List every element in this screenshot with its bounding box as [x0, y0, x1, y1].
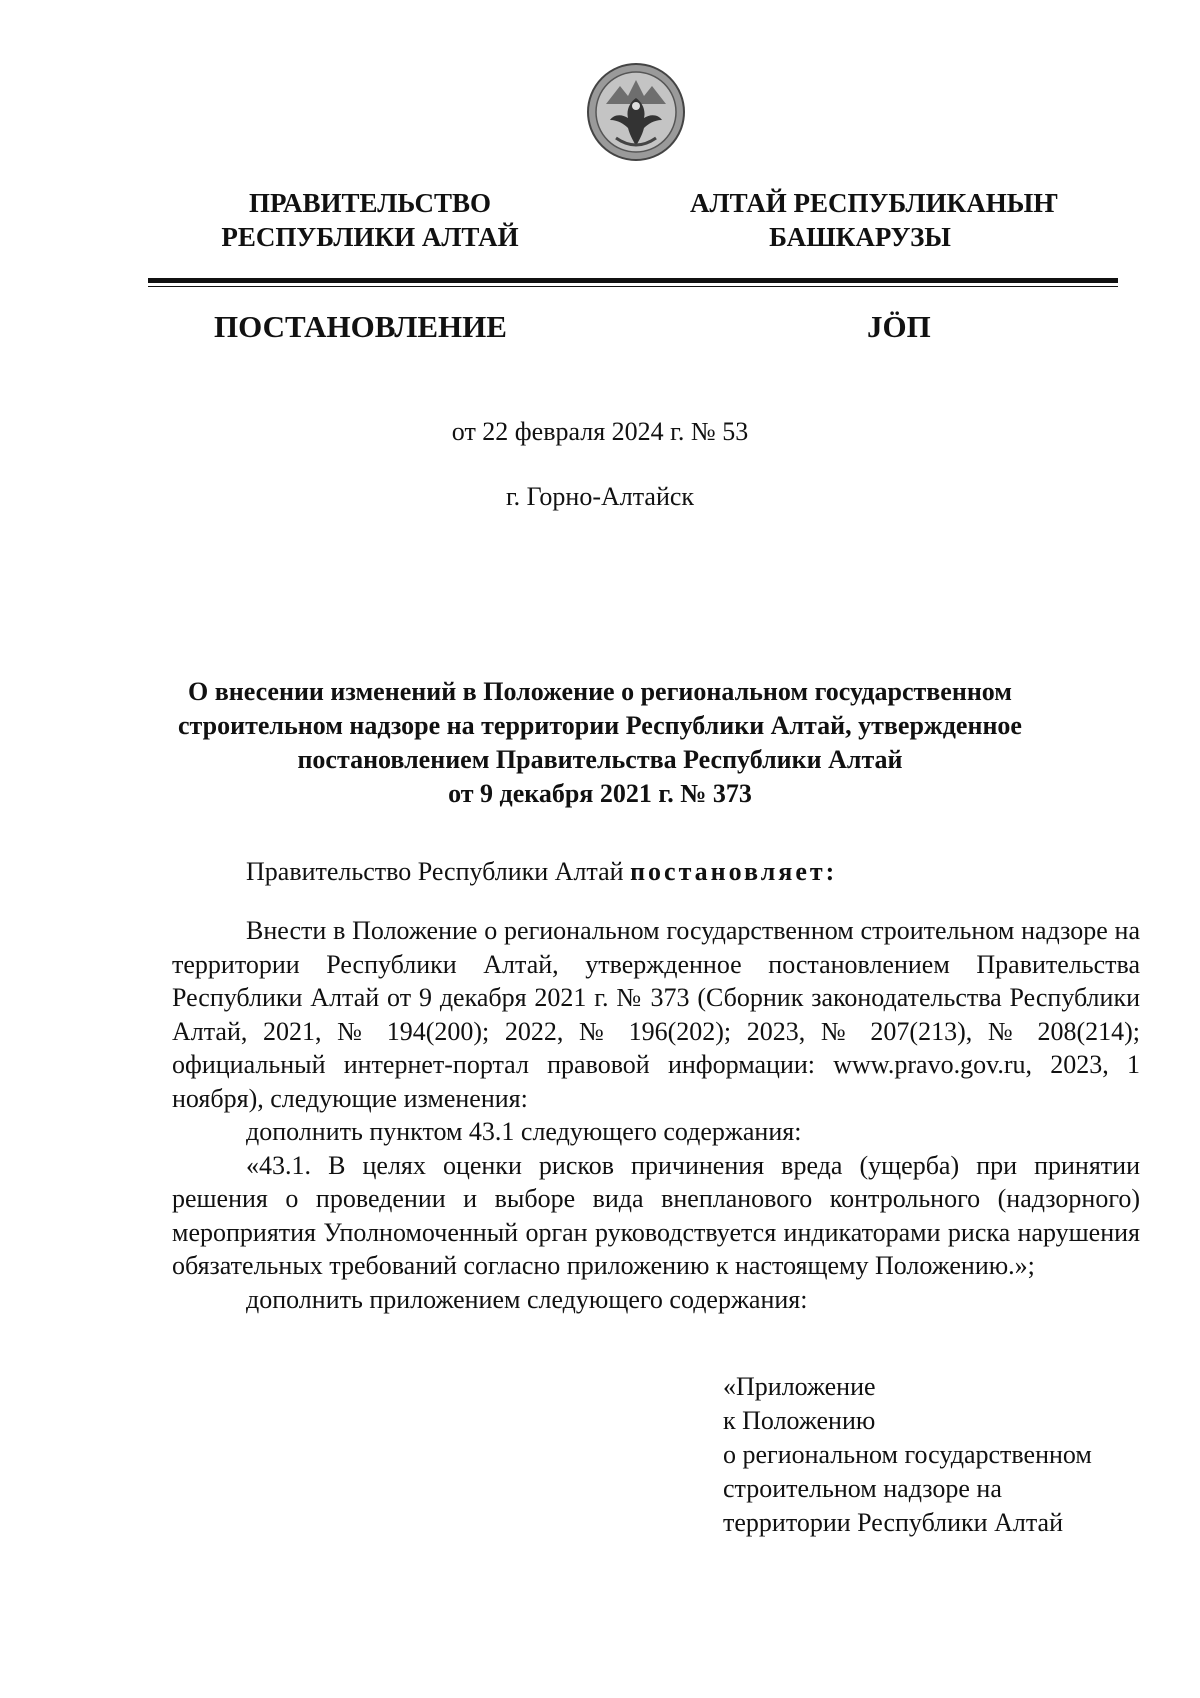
- appendix-line4: строительном надзоре на: [723, 1474, 1002, 1503]
- appendix-line1: «Приложение: [723, 1372, 876, 1401]
- title-line1: О внесении изменений в Положение о региональном государственном: [187, 677, 1013, 706]
- body-paragraph-3: «43.1. В целях оценки рисков причинения вреда (ущерба) при принятии решения о проведении и выборе вида внепланового контрольного (надзорного) мероприятия Уполномоченный орган руководствуется индикаторами риска нарушения обязательных требований согласно приложению к настоящему Положению.»;: [172, 1150, 1140, 1280]
- header-left-line1: ПРАВИТЕЛЬСТВО: [248, 188, 492, 218]
- coat-of-arms-emblem: [586, 62, 686, 162]
- document-city: г. Горно-Алтайск: [505, 482, 695, 511]
- doctype-russian: ПОСТАНОВЛЕНИЕ: [214, 309, 507, 344]
- title-line3: постановлением Правительства Республики Алтай: [297, 745, 903, 774]
- document-date-number: от 22 февраля 2024 г. № 53: [451, 417, 749, 446]
- intro-emphasis: постановляет:: [630, 857, 838, 886]
- appendix-line5: территории Республики Алтай: [723, 1508, 1063, 1537]
- body-paragraph-4: дополнить приложением следующего содержания:: [246, 1284, 808, 1314]
- header-right-line2: БАШКАРУЗЫ: [769, 222, 951, 252]
- header-rule-thin: [148, 286, 1118, 287]
- government-name-russian: [200, 186, 540, 254]
- title-line2: строительном надзоре на территории Республики Алтай, утвержденное: [178, 711, 1022, 740]
- appendix-line2: к Положению: [723, 1406, 876, 1435]
- header-rule-thick: [148, 278, 1118, 283]
- appendix-heading: [723, 1370, 1092, 1540]
- resolution-intro: [246, 856, 837, 888]
- doctype-altai: ЈÖП: [867, 309, 931, 344]
- header-right-line1: АЛТАЙ РЕСПУБЛИКАНЫҤ: [690, 188, 1059, 218]
- document-title: [130, 675, 1070, 811]
- title-line4: от 9 декабря 2021 г. № 373: [448, 779, 752, 808]
- body-paragraph-1: Внести в Положение о региональном государственном строительном надзоре на территории Республики Алтай, утвержденное постановлением Правительства Республики Алтай от 9 декабря 2021 г. № 373 (Сборник законодательства Республики Алтай, 2021, № 194(200); 2022, № 196(202); 2023, № 207(213), № 208(214); официальный интернет-портал правовой информации: www.pravo.gov.ru, 2023, 1 ноября), следующие изменения:: [172, 916, 1140, 1113]
- body-paragraph-2: дополнить пунктом 43.1 следующего содержания:: [246, 1117, 802, 1146]
- document-body: [172, 914, 1140, 1316]
- appendix-line3: о региональном государственном: [723, 1440, 1092, 1469]
- government-name-altai: [690, 186, 1059, 254]
- intro-text: Правительство Республики Алтай: [246, 857, 631, 886]
- header-left-line2: РЕСПУБЛИКИ АЛТАЙ: [221, 222, 519, 252]
